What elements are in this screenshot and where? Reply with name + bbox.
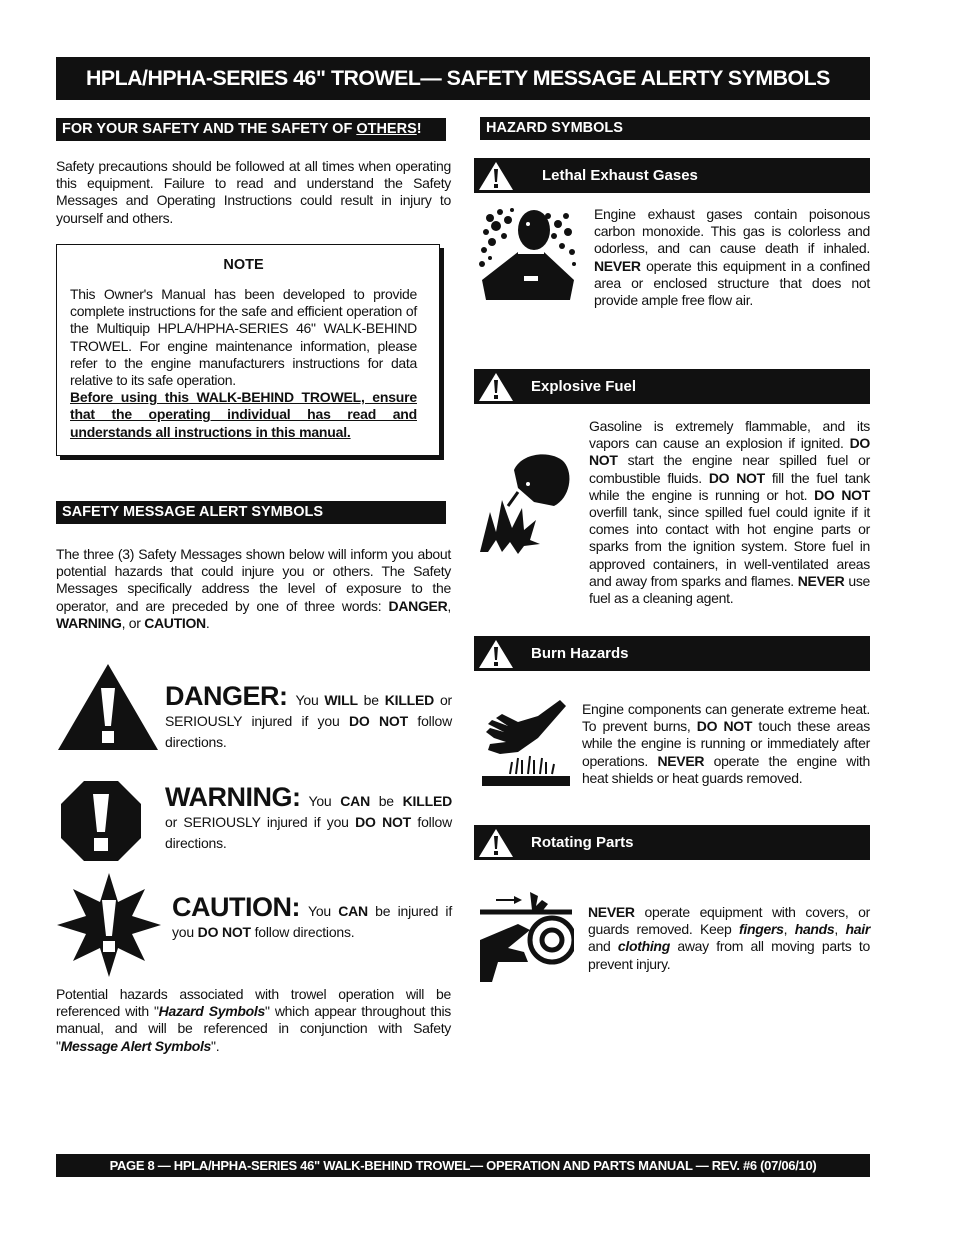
safety-paragraph: Safety precautions should be followed at all times when operating this equipment. Failure to read and understand the Safety Messages and Operating Instructions could result in injury to yourself and others. — [56, 158, 451, 226]
rotating-alert-triangle-icon — [478, 828, 514, 858]
rotating-hazard-bar — [474, 825, 870, 860]
fuel-text: Gasoline is extremely flammable, and its vapors can cause an explosion if ignited. — [589, 418, 870, 452]
danger-message — [165, 681, 452, 753]
fuel-never: NEVER — [797, 572, 845, 589]
note-title: NOTE — [223, 257, 264, 273]
potential-message-alert-symbols: Message Alert Symbols — [60, 1037, 212, 1054]
alert-intro-sep: , or — [121, 614, 145, 631]
alert-intro-danger: DANGER — [388, 597, 448, 614]
fuel-text: overfill tank, since spilled fuel could ignite if it comes into contact with hot engine parts or sparks from the ignition system. Store fuel in approved containers, in well-ventilated areas and away from sparks and flames. — [589, 504, 870, 589]
fuel-hazard-bar — [474, 369, 870, 404]
alert-intro-caution: CAUTION — [144, 614, 206, 631]
danger-do-not: DO NOT — [348, 713, 408, 729]
rotating-description — [588, 904, 870, 973]
burn-alert-triangle-icon — [478, 639, 514, 669]
rotating-text: operate equipment with covers, or guards removed. Keep — [588, 904, 870, 938]
burn-description — [582, 701, 870, 787]
rotating-sep: , — [783, 921, 795, 938]
hazard-symbols-header: HAZARD SYMBOLS — [480, 117, 870, 140]
rotating-never: NEVER — [588, 904, 635, 920]
safety-section-header — [56, 118, 446, 141]
burn-hazard-label: Burn Hazards — [531, 645, 629, 662]
rotating-hair: hair — [845, 921, 871, 938]
burn-hazard-bar — [474, 636, 870, 671]
warning-message — [165, 782, 452, 854]
caution-text: follow directions. — [250, 924, 355, 940]
rotating-text: and — [588, 938, 618, 955]
potential-hazards-paragraph — [56, 986, 451, 1055]
exhaust-alert-triangle-icon — [478, 161, 514, 191]
safety-header-others: OTHERS — [356, 121, 417, 137]
alert-intro-paragraph — [56, 546, 451, 632]
rotating-text: away from all moving parts to prevent injury. — [588, 938, 870, 972]
warning-word: WARNING: — [165, 782, 301, 812]
burn-never: NEVER — [657, 752, 705, 769]
rotating-sep: , — [834, 921, 846, 938]
caution-text: be injured if you — [172, 903, 453, 940]
fuel-do-not: DO NOT — [708, 469, 765, 486]
alert-intro-sep: , — [447, 597, 451, 614]
rotating-clothing: clothing — [617, 938, 670, 955]
danger-triangle-icon — [56, 662, 160, 752]
note-emphasis: Before using this WALK-BEHIND TROWEL, ensure that the operating individual has read and understands all instructions in this manual. — [70, 389, 417, 440]
alert-intro-warning: WARNING — [56, 614, 122, 631]
caution-starburst-icon — [56, 872, 162, 978]
exhaust-gas-icon — [478, 202, 578, 302]
potential-text: " which appear throughout this manual, and will be referenced in conjunction with Safety " — [56, 1003, 451, 1054]
rotating-hazard-label: Rotating Parts — [531, 834, 634, 851]
fuel-do-not: DO NOT — [589, 435, 870, 469]
warning-text: follow directions. — [165, 814, 452, 851]
danger-text: be — [357, 692, 385, 708]
explosion-icon — [478, 448, 576, 556]
alert-section-header: SAFETY MESSAGE ALERT SYMBOLS — [56, 501, 446, 524]
exhaust-never: NEVER — [594, 257, 641, 274]
danger-killed: KILLED — [384, 692, 435, 708]
note-body: This Owner's Manual has been developed to provide complete instructions for the safe and efficient operation of the Multiquip HPLA/HPHA-SERIES 46" WALK-BEHIND TROWEL. For engine maintenance information, please refer to the engine manufacturers instructions for data relative to its safe operation. — [70, 286, 417, 389]
warning-text: You — [308, 793, 341, 809]
burn-text: operate the engine with heat shields or heat guards removed. — [582, 752, 870, 786]
potential-text: Potential hazards associated with trowel operation will be referenced with " — [56, 986, 451, 1020]
potential-text: ". — [211, 1037, 220, 1054]
exhaust-description — [594, 206, 870, 309]
burn-do-not: DO NOT — [696, 718, 753, 735]
alert-intro-end: . — [205, 614, 210, 631]
safety-header-suffix: ! — [416, 121, 422, 137]
fuel-text: start the engine near spilled fuel or combustible fluids. — [589, 452, 870, 486]
danger-text: follow directions. — [165, 713, 452, 750]
exhaust-hazard-bar — [474, 158, 870, 193]
burn-text: touch these areas while the engine is running or immediately after operations. — [582, 718, 870, 769]
safety-header-prefix: FOR YOUR SAFETY AND THE SAFETY OF — [62, 121, 357, 137]
note-box — [56, 244, 440, 456]
caution-word: CAUTION: — [172, 892, 300, 922]
page-footer: PAGE 8 — HPLA/HPHA-SERIES 46" WALK-BEHIND TROWEL— OPERATION AND PARTS MANUAL — REV. #6 (07/06/10) — [56, 1154, 870, 1177]
warning-octagon-icon — [60, 780, 142, 862]
warning-can: CAN — [340, 793, 370, 809]
caution-can: CAN — [338, 903, 368, 919]
warning-text: or SERIOUSLY injured if you — [165, 814, 356, 830]
exhaust-text: Engine exhaust gases contain poisonous carbon monoxide. This gas is colorless and odorless, and can cause death if inhaled. — [594, 206, 870, 257]
danger-will: WILL — [324, 692, 358, 708]
fuel-text: use fuel as a cleaning agent. — [589, 572, 871, 607]
fuel-hazard-label: Explosive Fuel — [531, 378, 637, 395]
danger-text: You — [295, 692, 325, 708]
exhaust-text: operate this equipment in a confined area or enclosed structure that does not provide ample free flow air. — [594, 257, 870, 309]
warning-do-not: DO NOT — [355, 814, 412, 830]
rotating-hands: hands — [794, 921, 835, 938]
burn-text: Engine components can generate extreme heat. To prevent burns, — [582, 701, 870, 735]
rotating-fingers: fingers — [739, 921, 784, 938]
danger-text: or SERIOUSLY injured if you — [165, 692, 452, 729]
exhaust-hazard-label: Lethal Exhaust Gases — [542, 167, 698, 184]
fuel-alert-triangle-icon — [478, 372, 514, 402]
warning-text: be — [369, 793, 403, 809]
caution-text: You — [307, 903, 339, 919]
alert-intro-text: The three (3) Safety Messages shown below will inform you about potential hazards that could injure you or others. The Safety Messages specifically address the level of exposure to the operator, and are preceded by one of three words: — [56, 546, 451, 614]
rotating-parts-icon — [478, 890, 574, 984]
fuel-description — [589, 418, 870, 607]
danger-word: DANGER: — [165, 681, 288, 711]
caution-message — [172, 892, 453, 943]
fuel-text: fill the fuel tank while the engine is running or hot. — [589, 469, 870, 503]
page-title: HPLA/HPHA-SERIES 46" TROWEL— SAFETY MESSAGE ALERTY SYMBOLS — [56, 57, 870, 100]
potential-hazard-symbols: Hazard Symbols — [158, 1003, 265, 1020]
fuel-do-not: DO NOT — [814, 486, 870, 503]
warning-killed: KILLED — [402, 793, 452, 809]
hot-surface-hand-icon — [480, 696, 572, 788]
caution-do-not: DO NOT — [197, 924, 251, 940]
